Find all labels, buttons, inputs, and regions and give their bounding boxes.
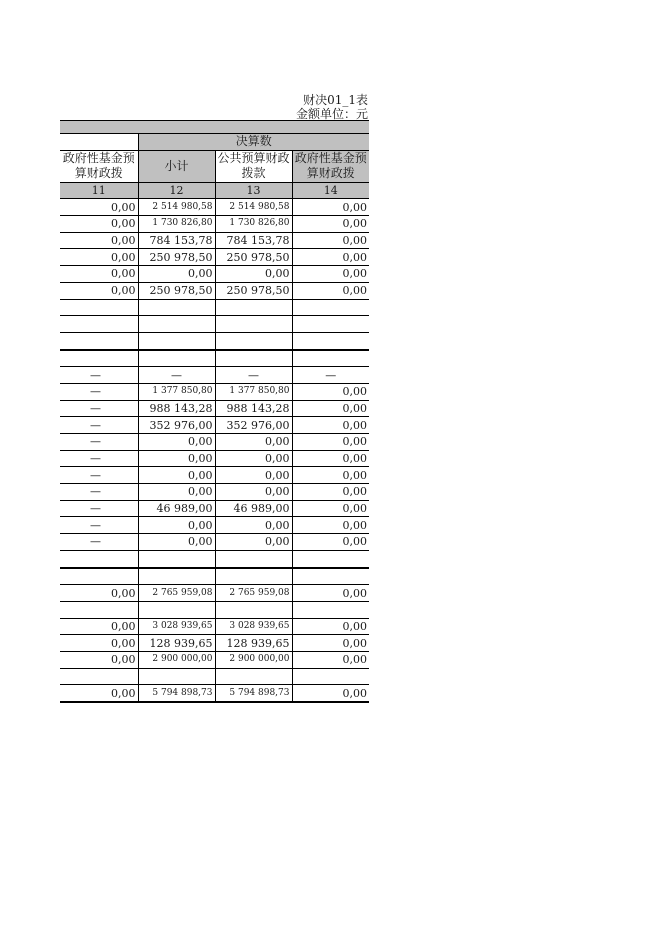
group-header-empty [60, 134, 138, 151]
table-cell-c14[interactable] [292, 568, 369, 585]
spreadsheet [60, 120, 369, 703]
table-cell-c13[interactable] [215, 332, 292, 349]
table-cell-c14[interactable]: 0,00 [292, 651, 369, 668]
table-cell-c12[interactable]: 250 978,50 [138, 282, 215, 299]
header-band-row [60, 121, 369, 134]
table-row [60, 601, 369, 618]
table-cell-c11[interactable]: — [60, 434, 138, 451]
table-cell-c12[interactable]: 0,00 [138, 434, 215, 451]
table-row [60, 332, 369, 349]
table-row [60, 484, 369, 501]
column-number-11: 11 [60, 182, 138, 199]
table-cell-c14[interactable]: 0,00 [292, 635, 369, 652]
table-cell-c13[interactable]: 1 377 850,80 [215, 383, 292, 400]
table-cell-c14[interactable]: 0,00 [292, 685, 369, 702]
table-cell-c14[interactable]: 0,00 [292, 216, 369, 233]
table-cell-c11[interactable]: — [60, 500, 138, 517]
table-cell-c11[interactable] [60, 668, 138, 685]
table-row [60, 216, 369, 233]
table-row [60, 266, 369, 283]
table-cell-c11[interactable]: 0,00 [60, 249, 138, 266]
table-cell-c12[interactable]: 2 765 959,08 [138, 585, 215, 602]
table-cell-c13[interactable]: 3 028 939,65 [215, 618, 292, 635]
table-cell-c12[interactable]: 988 143,28 [138, 400, 215, 417]
table-cell-c13[interactable] [215, 350, 292, 367]
table-row [60, 651, 369, 668]
table-row [60, 282, 369, 299]
group-header-row [60, 134, 369, 151]
table-row [60, 585, 369, 602]
table-cell-c12[interactable]: 250 978,50 [138, 249, 215, 266]
table-cell-c12[interactable]: 1 377 850,80 [138, 383, 215, 400]
table-cell-c14[interactable] [292, 299, 369, 316]
table-row [60, 417, 369, 434]
table-cell-c13[interactable]: 5 794 898,73 [215, 685, 292, 702]
table-cell-c14[interactable]: 0,00 [292, 383, 369, 400]
table-cell-c13[interactable]: 0,00 [215, 266, 292, 283]
table-row [60, 635, 369, 652]
table-cell-c11[interactable]: — [60, 383, 138, 400]
table-cell-c11[interactable] [60, 350, 138, 367]
table-cell-c13[interactable] [215, 668, 292, 685]
table-cell-c13[interactable]: 0,00 [215, 467, 292, 484]
table-cell-c13[interactable]: 2 900 000,00 [215, 651, 292, 668]
table-cell-c11[interactable] [60, 299, 138, 316]
table-row [60, 685, 369, 702]
table-row [60, 383, 369, 400]
table-cell-c13[interactable]: 128 939,65 [215, 635, 292, 652]
table-cell-c14[interactable]: 0,00 [292, 534, 369, 551]
table-cell-c11[interactable]: — [60, 450, 138, 467]
column-header-14: 政府性基金预算财政拨 [292, 150, 369, 182]
table-cell-c12[interactable]: 5 794 898,73 [138, 685, 215, 702]
table-cell-c12[interactable] [138, 601, 215, 618]
table-row [60, 367, 369, 384]
table-row [60, 568, 369, 585]
table-cell-c13[interactable]: 1 730 826,80 [215, 216, 292, 233]
table-cell-c12[interactable]: 0,00 [138, 467, 215, 484]
table-cell-c13[interactable]: 2 514 980,58 [215, 199, 292, 216]
table-cell-c12[interactable]: 0,00 [138, 266, 215, 283]
table-row [60, 316, 369, 333]
table-cell-c11[interactable]: 0,00 [60, 685, 138, 702]
table-cell-c14[interactable]: 0,00 [292, 450, 369, 467]
table-cell-c13[interactable]: — [215, 367, 292, 384]
table-row [60, 450, 369, 467]
table-cell-c13[interactable]: 0,00 [215, 450, 292, 467]
table-cell-c12[interactable]: 0,00 [138, 484, 215, 501]
table-row [60, 517, 369, 534]
table-row [60, 668, 369, 685]
table-cell-c14[interactable]: 0,00 [292, 400, 369, 417]
table-cell-c14[interactable]: 0,00 [292, 517, 369, 534]
table-cell-c13[interactable]: 352 976,00 [215, 417, 292, 434]
column-header-12: 小计 [138, 150, 215, 182]
table-cell-c13[interactable] [215, 568, 292, 585]
table-cell-c13[interactable]: 250 978,50 [215, 249, 292, 266]
table-cell-c13[interactable]: 2 765 959,08 [215, 585, 292, 602]
table-cell-c12[interactable]: 46 989,00 [138, 500, 215, 517]
table-cell-c14[interactable]: — [292, 367, 369, 384]
table-cell-c11[interactable]: 0,00 [60, 651, 138, 668]
header-band [60, 121, 369, 134]
table-cell-c13[interactable]: 0,00 [215, 484, 292, 501]
table-cell-c11[interactable]: — [60, 367, 138, 384]
table-cell-c12[interactable]: — [138, 367, 215, 384]
table-cell-c13[interactable] [215, 299, 292, 316]
table-cell-c11[interactable] [60, 550, 138, 567]
table-cell-c13[interactable]: 250 978,50 [215, 282, 292, 299]
table-cell-c12[interactable] [138, 668, 215, 685]
table-cell-c11[interactable]: — [60, 467, 138, 484]
table-cell-c14[interactable] [292, 332, 369, 349]
table-row [60, 534, 369, 551]
table-cell-c12[interactable]: 0,00 [138, 517, 215, 534]
table-cell-c11[interactable]: 0,00 [60, 232, 138, 249]
final-accounts-table [60, 120, 369, 703]
table-cell-c14[interactable]: 0,00 [292, 266, 369, 283]
table-cell-c13[interactable]: 46 989,00 [215, 500, 292, 517]
table-cell-c12[interactable]: 0,00 [138, 534, 215, 551]
table-cell-c12[interactable]: 128 939,65 [138, 635, 215, 652]
table-cell-c11[interactable] [60, 332, 138, 349]
table-cell-c14[interactable]: 0,00 [292, 618, 369, 635]
table-cell-c11[interactable]: 0,00 [60, 282, 138, 299]
table-cell-c11[interactable]: — [60, 400, 138, 417]
table-row [60, 232, 369, 249]
table-row [60, 199, 369, 216]
column-number-row [60, 182, 369, 199]
column-header-row [60, 150, 369, 182]
table-row [60, 249, 369, 266]
table-cell-c11[interactable]: 0,00 [60, 199, 138, 216]
table-row [60, 400, 369, 417]
table-row [60, 500, 369, 517]
table-cell-c13[interactable]: 0,00 [215, 517, 292, 534]
table-cell-c11[interactable]: 0,00 [60, 618, 138, 635]
table-cell-c14[interactable]: 0,00 [292, 199, 369, 216]
table-row [60, 299, 369, 316]
table-cell-c12[interactable] [138, 316, 215, 333]
table-row [60, 618, 369, 635]
table-cell-c14[interactable] [292, 316, 369, 333]
table-cell-c12[interactable]: 2 514 980,58 [138, 199, 215, 216]
table-cell-c12[interactable] [138, 350, 215, 367]
group-header-title: 决算数 [138, 134, 369, 151]
table-cell-c14[interactable] [292, 550, 369, 567]
table-cell-c13[interactable] [215, 601, 292, 618]
column-header-11: 政府性基金预算财政拨 [60, 150, 138, 182]
table-cell-c11[interactable]: — [60, 517, 138, 534]
table-cell-c14[interactable]: 0,00 [292, 484, 369, 501]
table-cell-c14[interactable] [292, 601, 369, 618]
unit-label: 金额单位：元 [295, 107, 368, 121]
table-cell-c12[interactable]: 3 028 939,65 [138, 618, 215, 635]
table-cell-c14[interactable]: 0,00 [292, 249, 369, 266]
table-cell-c14[interactable]: 0,00 [292, 467, 369, 484]
table-cell-c13[interactable]: 0,00 [215, 534, 292, 551]
column-number-13: 13 [215, 182, 292, 199]
table-cell-c14[interactable]: 0,00 [292, 500, 369, 517]
table-row [60, 467, 369, 484]
table-cell-c13[interactable]: 988 143,28 [215, 400, 292, 417]
column-header-13: 公共预算财政拨款 [215, 150, 292, 182]
table-cell-c11[interactable]: 0,00 [60, 585, 138, 602]
column-number-14: 14 [292, 182, 369, 199]
table-row [60, 550, 369, 567]
table-cell-c11[interactable] [60, 601, 138, 618]
table-cell-c14[interactable]: 0,00 [292, 434, 369, 451]
table-cell-c11[interactable]: 0,00 [60, 266, 138, 283]
table-cell-c11[interactable]: 0,00 [60, 635, 138, 652]
table-cell-c12[interactable]: 1 730 826,80 [138, 216, 215, 233]
table-cell-c11[interactable]: — [60, 417, 138, 434]
table-cell-c11[interactable] [60, 316, 138, 333]
table-cell-c12[interactable]: 352 976,00 [138, 417, 215, 434]
table-row [60, 434, 369, 451]
table-cell-c12[interactable]: 0,00 [138, 450, 215, 467]
table-cell-c13[interactable]: 784 153,78 [215, 232, 292, 249]
column-number-12: 12 [138, 182, 215, 199]
table-cell-c14[interactable]: 0,00 [292, 282, 369, 299]
table-cell-c13[interactable] [215, 316, 292, 333]
table-cell-c13[interactable]: 0,00 [215, 434, 292, 451]
table-cell-c12[interactable]: 2 900 000,00 [138, 651, 215, 668]
table-cell-c12[interactable] [138, 550, 215, 567]
table-cell-c14[interactable] [292, 668, 369, 685]
table-row [60, 350, 369, 367]
table-cell-c11[interactable]: 0,00 [60, 216, 138, 233]
table-cell-c14[interactable]: 0,00 [292, 417, 369, 434]
table-body [60, 199, 369, 702]
form-code: 财决01_1表 [303, 93, 368, 107]
table-cell-c12[interactable] [138, 568, 215, 585]
table-cell-c11[interactable]: — [60, 484, 138, 501]
table-cell-c11[interactable] [60, 568, 138, 585]
table-cell-c12[interactable] [138, 299, 215, 316]
table-cell-c12[interactable]: 784 153,78 [138, 232, 215, 249]
table-cell-c11[interactable]: — [60, 534, 138, 551]
table-cell-c14[interactable]: 0,00 [292, 585, 369, 602]
table-cell-c14[interactable] [292, 350, 369, 367]
table-cell-c13[interactable] [215, 550, 292, 567]
table-cell-c14[interactable]: 0,00 [292, 232, 369, 249]
table-cell-c12[interactable] [138, 332, 215, 349]
